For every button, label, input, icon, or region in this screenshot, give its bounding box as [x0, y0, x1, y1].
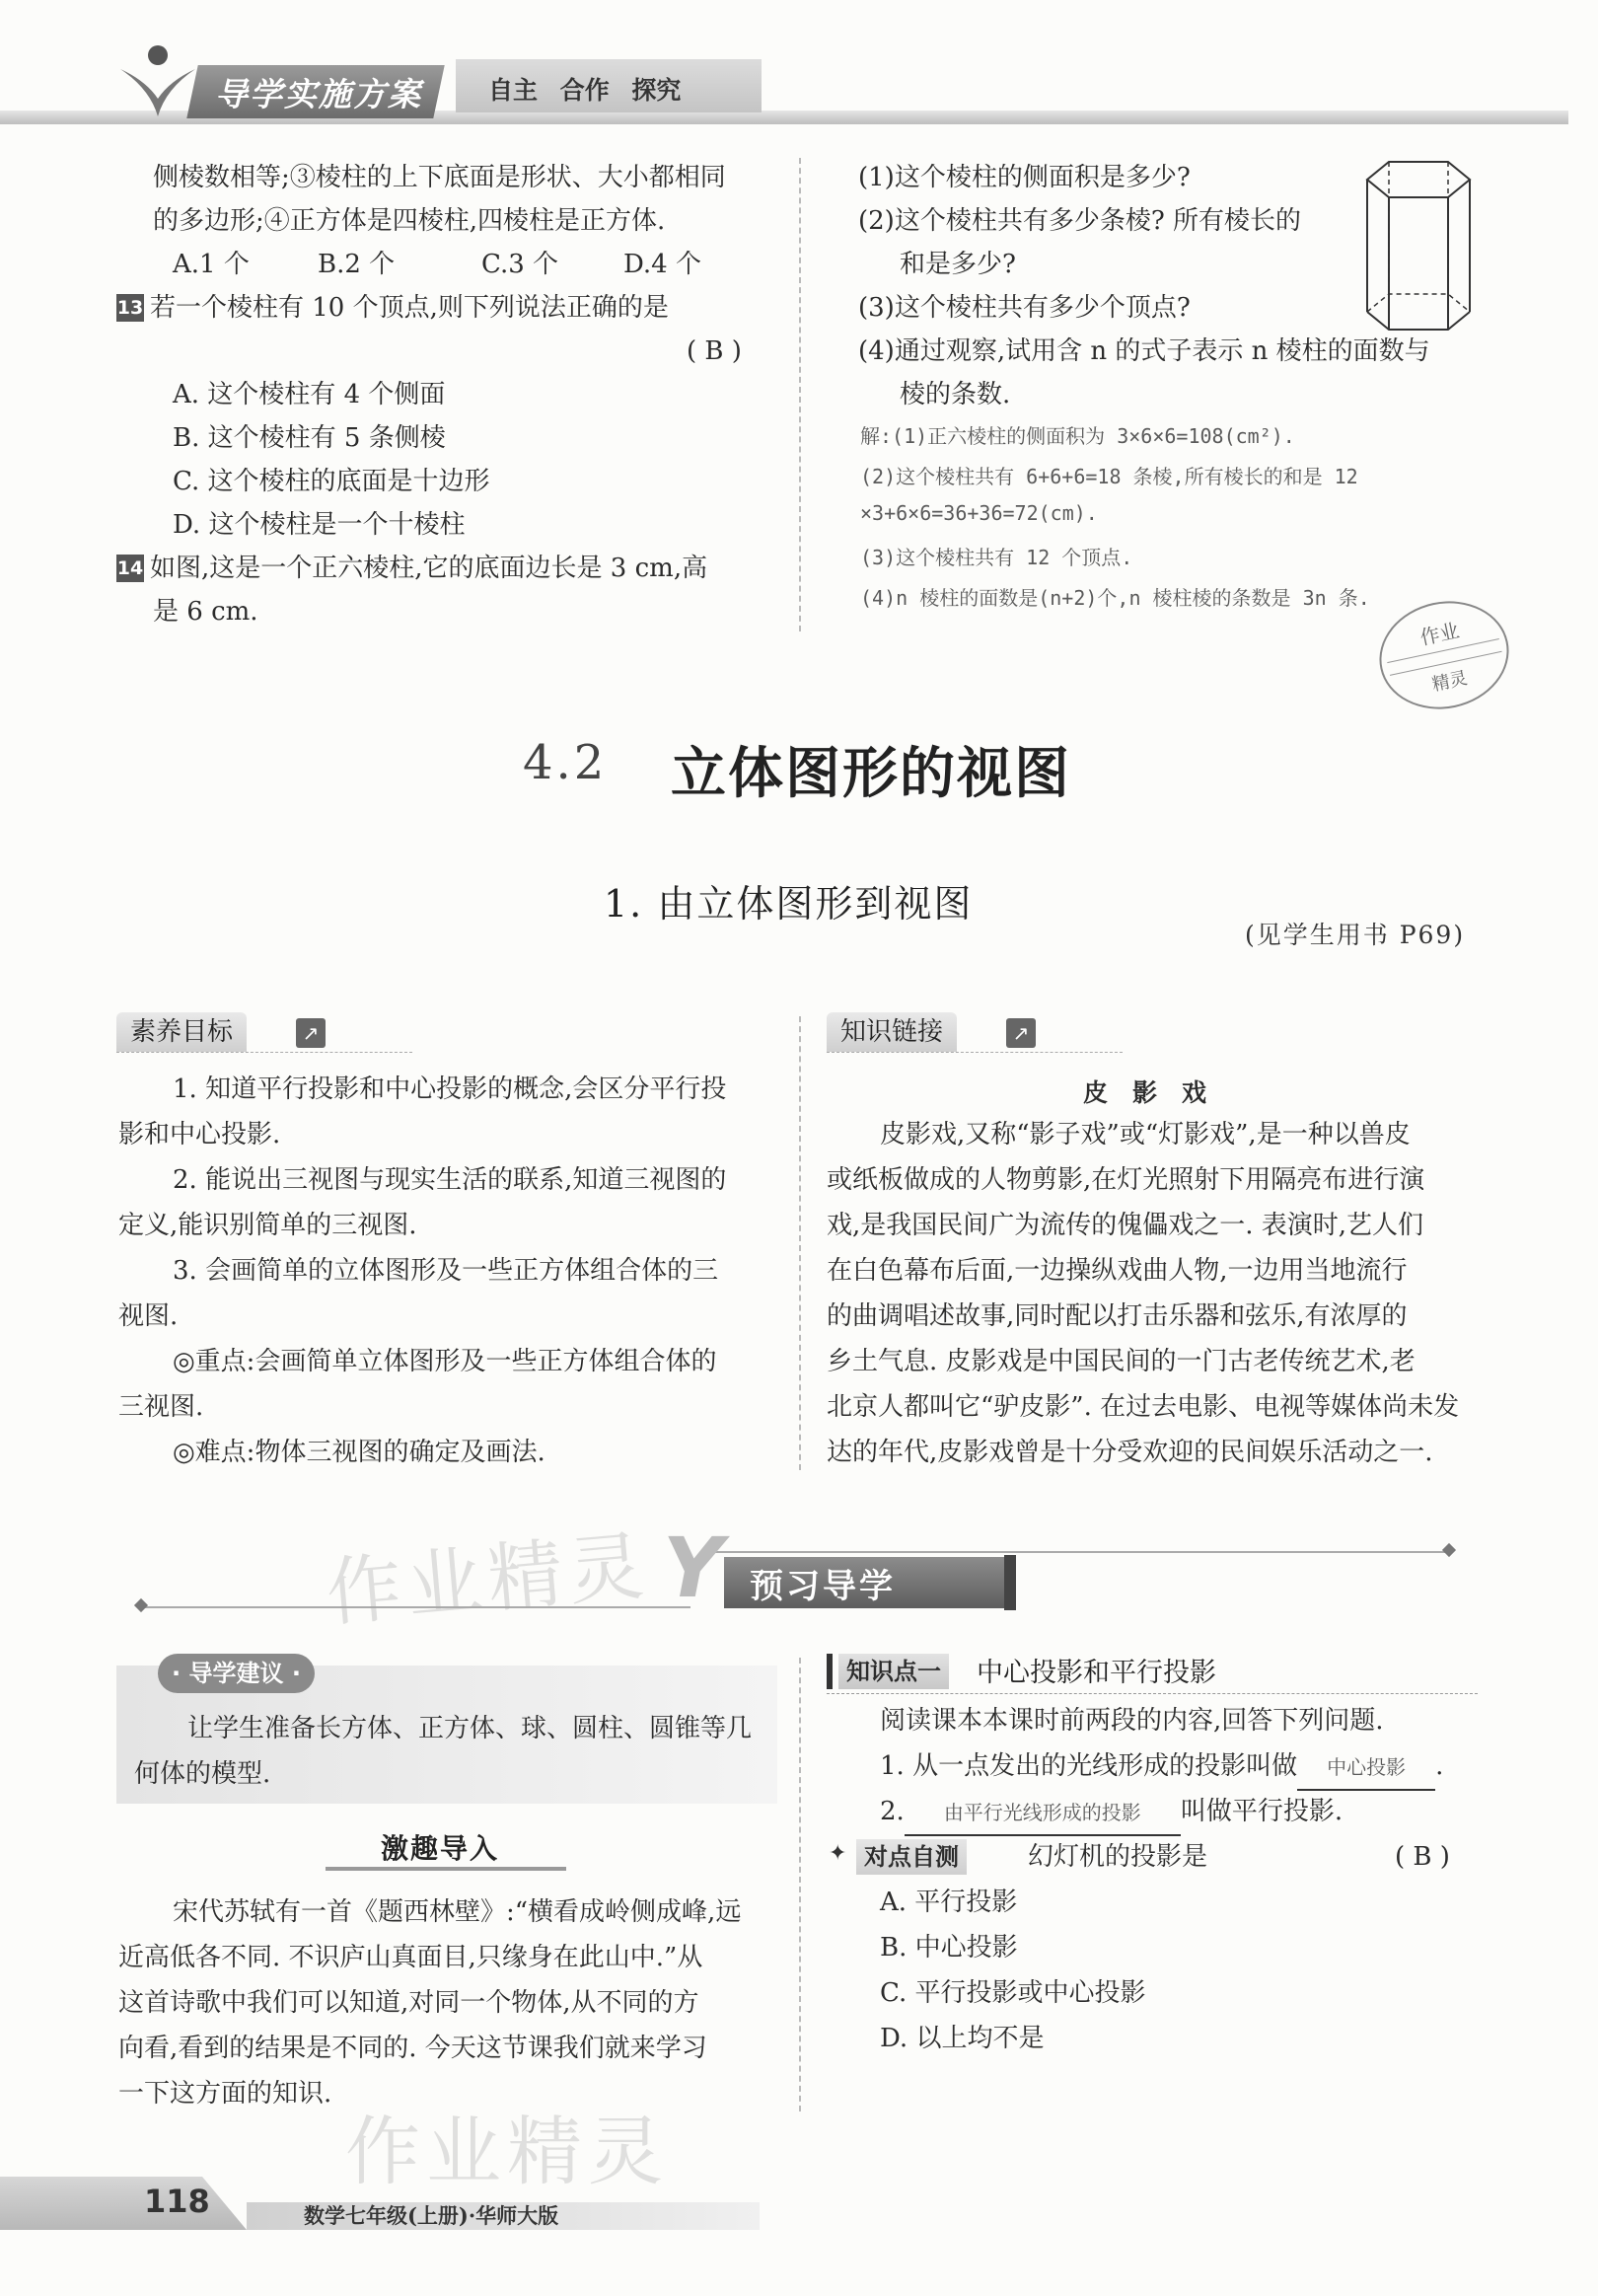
q13-number: 13: [116, 294, 144, 322]
self-test-option-c: C. 平行投影或中心投影: [880, 1978, 1146, 2008]
suggestion-line-1: 让学生准备长方体、正方体、球、圆柱、圆锥等几: [187, 1714, 753, 1743]
q13-stem: [116, 286, 669, 330]
q12-option-b: B.2 个: [318, 250, 396, 279]
kp-q1: [880, 1744, 1443, 1791]
goals-arrow-icon: ↗: [296, 1018, 326, 1048]
kp-title: 中心投影和平行投影: [977, 1658, 1216, 1688]
header-logo: [110, 39, 199, 118]
intro-line-2: 近高低各不同. 不识庐山真面目,只缘身在此山中.”从: [118, 1943, 703, 1972]
watermark-2: 作业精灵: [345, 2108, 669, 2195]
kp-q1-end: .: [1435, 1751, 1444, 1781]
knowledge-arrow-icon: ↗: [1006, 1018, 1036, 1048]
self-test-answer: ( B ): [1395, 1842, 1450, 1872]
suggestion-line-2: 何体的模型.: [134, 1759, 271, 1789]
goals-line-5: 3. 会画简单的立体图形及一些正方体组合体的三: [173, 1256, 719, 1286]
solution-line-1: 解:(1)正六棱柱的侧面积为 3×6×6=108(cm²).: [860, 424, 1295, 448]
goals-line-6: 视图.: [118, 1301, 179, 1331]
goals-line-9: ◎难点:物体三视图的确定及画法.: [173, 1438, 545, 1467]
kp-q2-blank: 由平行光线形成的投影: [905, 1791, 1181, 1836]
preview-divider-dot-icon: [1442, 1543, 1456, 1557]
goals-line-3: 2. 能说出三视图与现实生活的联系,知道三视图的: [173, 1165, 727, 1195]
q13-option-a: A. 这个棱柱有 4 个侧面: [173, 380, 446, 409]
preview-divider-right: [710, 1551, 1452, 1553]
goals-tab-underline: [116, 1052, 412, 1053]
goals-line-1: 1. 知道平行投影和中心投影的概念,会区分平行投: [173, 1074, 727, 1104]
hexagonal-prism-figure: [1359, 158, 1478, 335]
section-subtitle: 1. 由立体图形到视图: [604, 882, 974, 926]
knowledge-tab: 知识链接: [827, 1012, 957, 1052]
q12-option-d: D.4 个: [623, 250, 701, 279]
knowledge-line-5: 的曲调唱述故事,同时配以打击乐器和弦乐,有浓厚的: [827, 1301, 1408, 1331]
q14-sub-4: (4)通过观察,试用含 n 的式子表示 n 棱柱的面数与: [858, 336, 1430, 366]
kp-label: 知识点一: [838, 1654, 949, 1689]
q14-sub-4b: 棱的条数.: [900, 380, 1011, 409]
preview-divider-dot-left-icon: [134, 1598, 148, 1612]
q13-option-c: C. 这个棱柱的底面是十边形: [173, 467, 490, 496]
preview-badge: Y: [663, 1519, 723, 1616]
q14-sub-1: (1)这个棱柱的侧面积是多少?: [858, 163, 1191, 192]
goals-line-8: 三视图.: [118, 1392, 204, 1422]
stamp-top-text: 作业: [1417, 618, 1462, 650]
q14-sub-2: (2)这个棱柱共有多少条棱? 所有棱长的: [858, 206, 1302, 236]
knowledge-line-3: 戏,是我国民间广为流传的傀儡戏之一. 表演时,艺人们: [827, 1211, 1424, 1240]
solution-line-5: (4)n 棱柱的面数是(n+2)个,n 棱柱棱的条数是 3n 条.: [860, 586, 1370, 610]
q13-option-b: B. 这个棱柱有 5 条侧棱: [173, 423, 446, 453]
column-divider-mid: [799, 1016, 801, 1470]
q14-stem-1: [116, 547, 707, 590]
q14-number: 14: [116, 555, 144, 582]
knowledge-line-1: 皮影戏,又称“影子戏”或“灯影戏”,是一种以兽皮: [880, 1120, 1411, 1149]
goals-line-7: ◎重点:会画简单立体图形及一些正方体组合体的: [173, 1347, 717, 1376]
suggestion-tab: · 导学建议 ·: [158, 1654, 315, 1693]
knowledge-line-6: 乡土气息. 皮影戏是中国民间的一门古老传统艺术,老: [827, 1347, 1416, 1376]
homework-stamp: [1369, 589, 1519, 720]
kp-title-underline: [827, 1693, 1478, 1694]
prev-left-line-2: 的多边形;④正方体是四棱柱,四棱柱是正方体.: [153, 206, 666, 236]
intro-title: 激趣导入: [381, 1832, 500, 1865]
q14-sub-2b: 和是多少?: [900, 250, 1016, 279]
q13-option-d: D. 这个棱柱是一个十棱柱: [173, 510, 466, 540]
header-banner-text: 导学实施方案: [215, 75, 422, 113]
self-test-option-b: B. 中心投影: [880, 1933, 1018, 1963]
prev-left-line-1: 侧棱数相等;③棱柱的上下底面是形状、大小都相同: [153, 163, 726, 192]
section-reference: (见学生用书 P69): [1245, 921, 1466, 949]
q14-stem-2: 是 6 cm.: [153, 597, 258, 627]
kp-q2: [880, 1790, 1343, 1836]
q14-text: 如图,这是一个正六棱柱,它的底面边长是 3 cm,高: [150, 554, 708, 583]
solution-line-4: (3)这个棱柱共有 12 个顶点.: [860, 546, 1133, 569]
intro-line-3: 这首诗歌中我们可以知道,对同一个物体,从不同的方: [118, 1988, 699, 2018]
goals-line-4: 定义,能识别简单的三视图.: [118, 1211, 417, 1240]
knowledge-heading: 皮 影 戏: [1083, 1078, 1207, 1107]
column-divider-top: [799, 158, 801, 631]
intro-line-4: 向看,看到的结果是不同的. 今天这节课我们就来学习: [118, 2034, 707, 2063]
preview-banner-edge: [1004, 1555, 1016, 1610]
goals-line-2: 影和中心投影.: [118, 1120, 281, 1149]
self-test-question: 幻灯机的投影是: [1028, 1842, 1208, 1872]
header-tags: 自主 合作 探究: [488, 76, 682, 105]
preview-banner-text: 预习导学: [750, 1567, 896, 1606]
knowledge-line-4: 在白色幕布后面,一边操纵戏曲人物,一边用当地流行: [827, 1256, 1408, 1286]
knowledge-line-7: 北京人都叫它“驴皮影”. 在过去电影、电视等媒体尚未发: [827, 1392, 1460, 1422]
footer-page-number: 118: [144, 2183, 210, 2220]
self-test-label: 对点自测: [856, 1839, 967, 1875]
q12-option-a: A.1 个: [173, 250, 250, 279]
self-test-option-a: A. 平行投影: [880, 1888, 1018, 1917]
kp-q1-blank: 中心投影: [1297, 1745, 1435, 1791]
kp-q2-text: 2.: [880, 1797, 905, 1826]
footer-book-title: 数学七年级(上册)·华师大版: [304, 2203, 559, 2228]
kp-q2-end: 叫做平行投影.: [1180, 1797, 1344, 1826]
goals-tab: 素养目标: [116, 1012, 247, 1052]
knowledge-tab-underline: [827, 1052, 1123, 1053]
self-test-star-icon: ✦: [829, 1841, 847, 1866]
intro-line-1: 宋代苏轼有一首《题西林壁》:“横看成岭侧成峰,远: [173, 1897, 742, 1927]
stamp-bottom-text: 精灵: [1429, 667, 1470, 696]
knowledge-line-2: 或纸板做成的人物剪影,在灯光照射下用隔亮布进行演: [827, 1165, 1425, 1195]
section-title: 立体图形的视图: [671, 741, 1071, 806]
q12-option-c: C.3 个: [481, 250, 559, 279]
solution-line-2: (2)这个棱柱共有 6+6+6=18 条棱,所有棱长的和是 12: [860, 465, 1358, 488]
q14-sub-3: (3)这个棱柱共有多少个顶点?: [858, 293, 1191, 323]
kp-bar-icon: [827, 1654, 833, 1689]
intro-line-5: 一下这方面的知识.: [118, 2079, 332, 2109]
self-test-option-d: D. 以上均不是: [880, 2024, 1045, 2053]
q13-text: 若一个棱柱有 10 个顶点,则下列说法正确的是: [150, 293, 669, 323]
section-number: 4.2: [523, 735, 608, 790]
knowledge-line-8: 达的年代,皮影戏曾是十分受欢迎的民间娱乐活动之一.: [827, 1438, 1433, 1467]
kp-q1-text: 1. 从一点发出的光线形成的投影叫做: [880, 1751, 1298, 1781]
watermark-1: 作业精灵: [323, 1520, 653, 1638]
solution-line-3: ×3+6×6=36+36=72(cm).: [860, 501, 1098, 525]
kp-intro: 阅读课本本课时前两段的内容,回答下列问题.: [880, 1706, 1384, 1736]
q13-answer: ( B ): [687, 336, 742, 366]
column-divider-bottom: [799, 1658, 801, 2111]
